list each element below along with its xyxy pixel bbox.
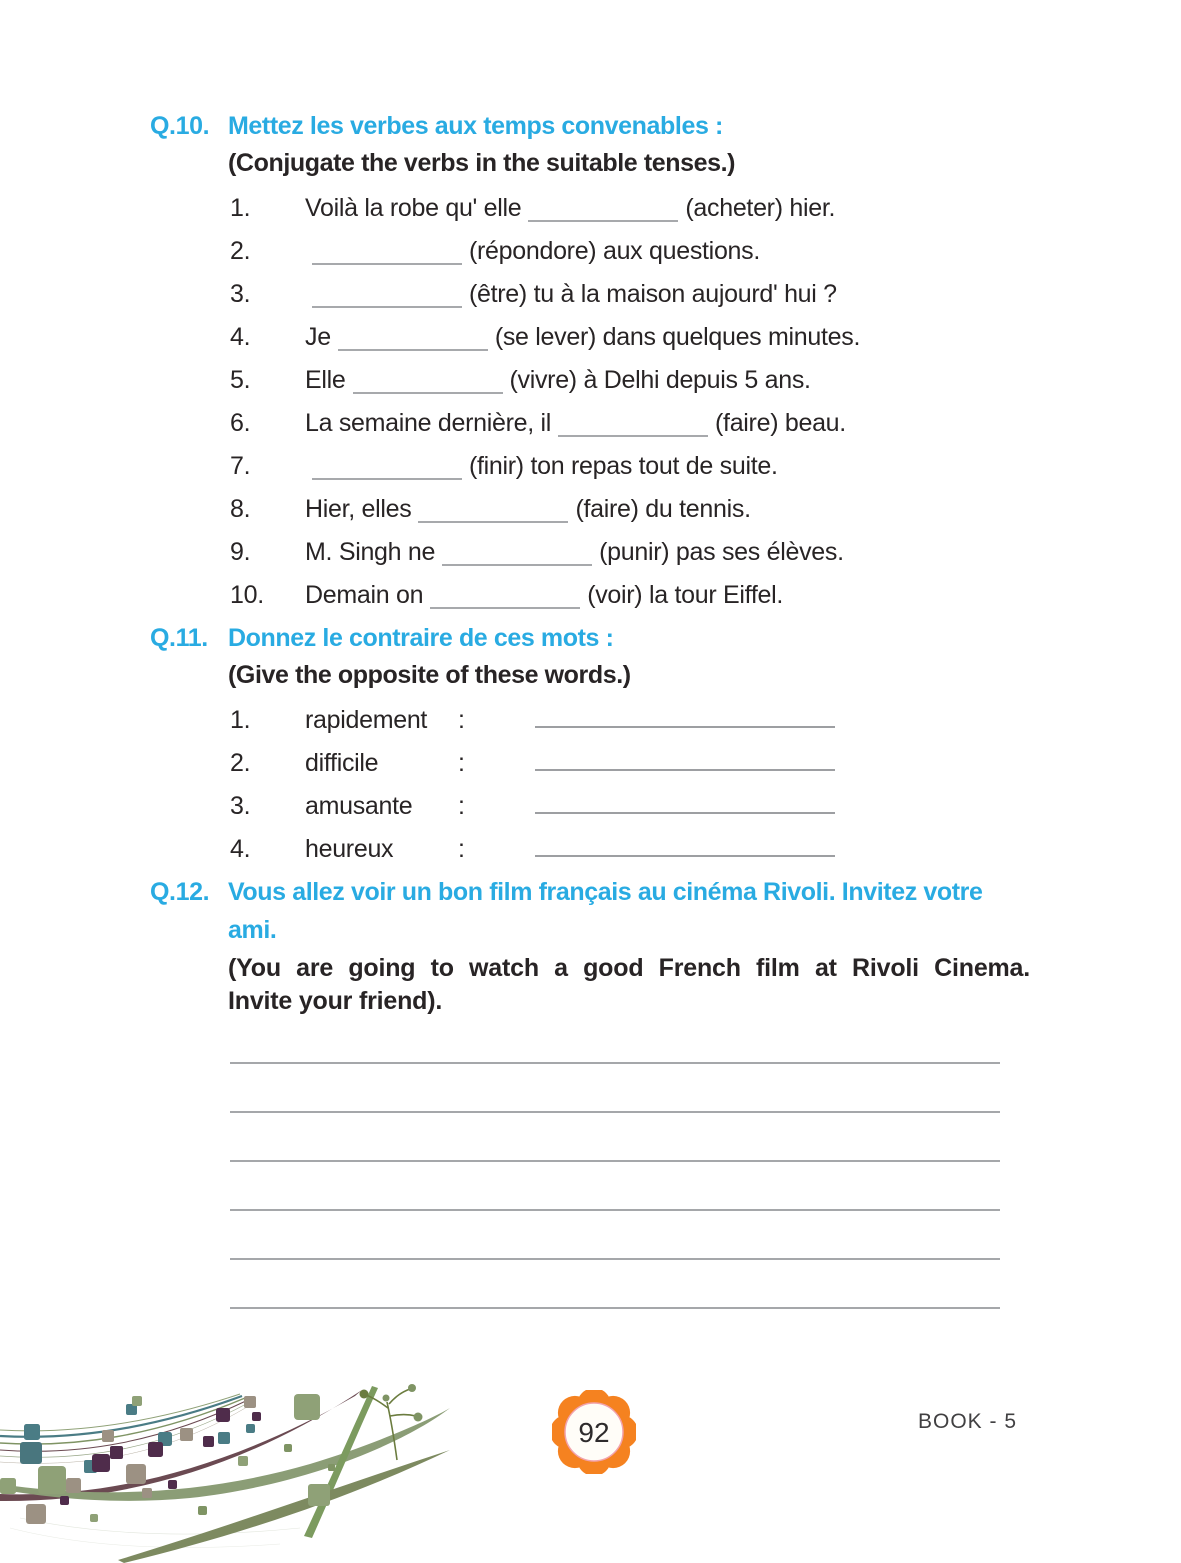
item-text-prefix: Demain on xyxy=(305,581,424,609)
item-text-prefix: Hier, elles xyxy=(305,495,412,523)
item-text-suffix: (se lever) dans quelques minutes. xyxy=(494,323,861,351)
item-text-suffix: (punir) pas ses élèves. xyxy=(599,538,844,566)
section-q12 xyxy=(0,878,1181,1018)
q11-subtitle-en: (Give the opposite of these words.) xyxy=(228,661,631,689)
item-text xyxy=(305,581,1181,609)
q11-title: Donnez le contraire de ces mots : xyxy=(228,624,614,652)
item-text-prefix: La semaine dernière, il xyxy=(305,409,552,437)
item-text-suffix: (répondore) aux questions. xyxy=(469,237,760,265)
writing-line xyxy=(230,1062,1000,1064)
item-text-suffix: (finir) ton repas tout de suite. xyxy=(469,452,778,480)
q10-item xyxy=(230,452,1181,480)
colon-separator: : xyxy=(458,749,465,777)
item-text-prefix: Je xyxy=(305,323,331,351)
footer-decoration-graphic xyxy=(0,1368,450,1563)
item-number: 1. xyxy=(230,194,251,222)
colon-separator: : xyxy=(458,706,465,734)
q10-label: Q.10. xyxy=(150,112,210,140)
item-number: 10. xyxy=(230,581,264,609)
item-number: 1. xyxy=(230,706,251,734)
q10-heading xyxy=(150,112,1181,141)
q10-item xyxy=(230,538,1181,566)
item-number: 6. xyxy=(230,409,251,437)
item-number: 4. xyxy=(230,323,251,351)
item-number: 9. xyxy=(230,538,251,566)
q10-subtitle-en: (Conjugate the verbs in the suitable tenses.) xyxy=(228,149,736,177)
q11-label: Q.11. xyxy=(150,624,208,652)
writing-line xyxy=(230,1111,1000,1113)
item-text xyxy=(305,409,1181,437)
q10-item xyxy=(230,366,1181,394)
answer-blank xyxy=(558,419,708,437)
q12-title-line1: Vous allez voir un bon film français au cinéma Rivoli. Invitez votre xyxy=(228,878,983,906)
item-text xyxy=(305,366,1181,394)
q10-item xyxy=(230,194,1181,222)
answer-line xyxy=(535,753,835,771)
q10-item xyxy=(230,581,1181,609)
q12-subtitle-en-line1: (You are going to watch a good French film at Rivoli Cinema. xyxy=(228,954,1030,982)
q10-title: Mettez les verbes aux temps convenables : xyxy=(228,112,723,140)
answer-blank xyxy=(312,462,462,480)
writing-line xyxy=(230,1160,1000,1162)
answer-blank xyxy=(312,290,462,308)
section-q10 xyxy=(0,112,1181,609)
opposite-word: amusante xyxy=(305,792,413,820)
q11-item xyxy=(230,792,1181,820)
answer-writing-area xyxy=(0,1062,1181,1309)
writing-line xyxy=(230,1209,1000,1211)
q12-subtitle-en-line2: Invite your friend). xyxy=(228,987,443,1015)
writing-line xyxy=(230,1307,1000,1309)
item-text xyxy=(305,280,1181,308)
colon-separator: : xyxy=(458,835,465,863)
book-label: BOOK - 5 xyxy=(918,1410,1018,1433)
item-number: 2. xyxy=(230,237,251,265)
q10-item xyxy=(230,323,1181,351)
item-text-suffix: (faire) beau. xyxy=(715,409,846,437)
q12-heading xyxy=(150,878,1181,907)
page-number-badge xyxy=(552,1390,636,1474)
item-text xyxy=(305,538,1181,566)
answer-blank xyxy=(338,333,488,351)
opposite-word: heureux xyxy=(305,835,394,863)
item-number: 5. xyxy=(230,366,251,394)
q11-item xyxy=(230,706,1181,734)
item-text xyxy=(305,495,1181,523)
q12-label: Q.12. xyxy=(150,878,210,906)
answer-line xyxy=(535,710,835,728)
answer-blank xyxy=(312,247,462,265)
answer-blank xyxy=(442,548,592,566)
item-text-prefix: Voilà la robe qu' elle xyxy=(305,194,522,222)
answer-blank xyxy=(353,376,503,394)
item-text xyxy=(305,237,1181,265)
answer-blank xyxy=(528,204,678,222)
item-text-suffix: (voir) la tour Eiffel. xyxy=(587,581,783,609)
q11-item xyxy=(230,835,1181,863)
q10-item xyxy=(230,495,1181,523)
colon-separator: : xyxy=(458,792,465,820)
item-text-suffix: (faire) du tennis. xyxy=(575,495,751,523)
item-number: 4. xyxy=(230,835,251,863)
opposite-word: difficile xyxy=(305,749,379,777)
q12-title-line2: ami. xyxy=(228,916,277,944)
opposite-word: rapidement xyxy=(305,706,428,734)
item-number: 8. xyxy=(230,495,251,523)
q10-item xyxy=(230,237,1181,265)
item-text xyxy=(305,194,1181,222)
item-text-suffix: (acheter) hier. xyxy=(685,194,836,222)
answer-line xyxy=(535,796,835,814)
item-number: 3. xyxy=(230,792,251,820)
q10-item xyxy=(230,409,1181,437)
item-number: 7. xyxy=(230,452,251,480)
item-text xyxy=(305,323,1181,351)
q11-item-list xyxy=(0,706,1181,863)
item-number: 3. xyxy=(230,280,251,308)
item-text-suffix: (être) tu à la maison aujourd' hui ? xyxy=(469,280,837,308)
answer-blank xyxy=(418,505,568,523)
item-text-suffix: (vivre) à Delhi depuis 5 ans. xyxy=(509,366,811,394)
answer-line xyxy=(535,839,835,857)
writing-line xyxy=(230,1258,1000,1260)
item-text-prefix: M. Singh ne xyxy=(305,538,436,566)
section-q11 xyxy=(0,624,1181,863)
q10-item-list xyxy=(0,194,1181,609)
answer-blank xyxy=(430,591,580,609)
item-text xyxy=(305,452,1181,480)
q10-item xyxy=(230,280,1181,308)
q11-item xyxy=(230,749,1181,777)
q11-heading xyxy=(150,624,1181,653)
item-text-prefix: Elle xyxy=(305,366,346,394)
page-number: 92 xyxy=(578,1417,610,1448)
item-number: 2. xyxy=(230,749,251,777)
